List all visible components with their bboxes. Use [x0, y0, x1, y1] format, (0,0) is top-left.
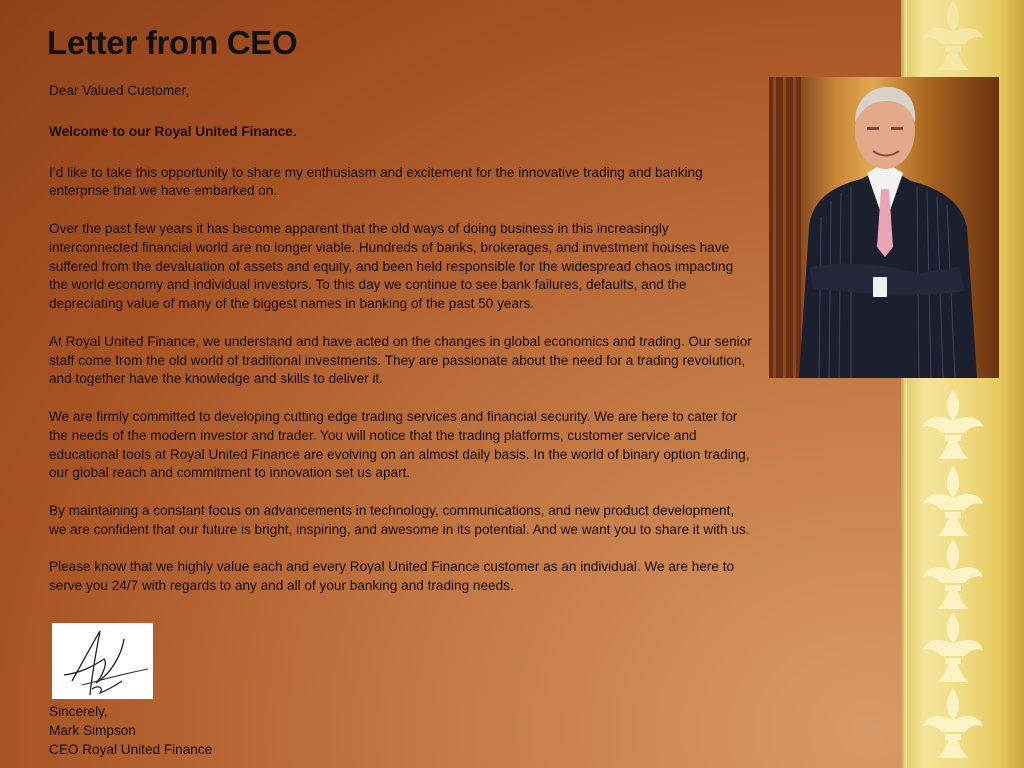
- closing-line: Sincerely,: [49, 704, 108, 719]
- fleur-de-lis-icon: [915, 608, 991, 684]
- letter-paragraph: Over the past few years it has become apparent that the old ways of doing business in this increasingly interconnected financial world are no longer viable. Hundreds of banks, brokerages, and investment houses have suffered from the devaluation of assets and equity, and been held responsible for the widespread chaos impacting the world economy and individual investors. To this day we continue to see bank failures, defaults, and the depreciating value of many of the biggest names in banking of the past 50 years.: [49, 220, 734, 312]
- welcome-line: Welcome to our Royal United Finance.: [49, 123, 297, 139]
- signer-role: CEO Royal United Finance: [49, 742, 213, 757]
- fleur-de-lis-icon: [915, 462, 991, 538]
- letter-body: [49, 82, 754, 615]
- salutation: Dear Valued Customer,: [49, 83, 190, 98]
- letter-paragraph: Please know that we highly value each and every Royal United Finance customer as an individual. We are here to serve you 24/7 with regards to any and all of your banking and trading needs.: [49, 559, 735, 594]
- handwritten-signature: [52, 623, 153, 699]
- page-title: Letter from CEO: [47, 24, 298, 61]
- letter-paragraph: At Royal United Finance, we understand and have acted on the changes in global economics and trading. Our senior staff come from the old world of traditional investments. They are passionate about the need for a trading revolution, and together have the knowledge and skills to deliver it.: [49, 333, 752, 387]
- fleur-de-lis-icon: [915, 0, 991, 72]
- fleur-de-lis-icon: [915, 385, 991, 461]
- fleur-de-lis-icon: [915, 684, 991, 760]
- letter-paragraph: I’d like to take this opportunity to share my enthusiasm and excitement for the innovative trading and banking enterprise that we have embarked on.: [49, 164, 703, 199]
- signer-name: Mark Simpson: [49, 723, 136, 738]
- letter-paragraph: We are firmly committed to developing cutting edge trading services and financial security. We are here to cater for the needs of the modern investor and trader. You will notice that the trading platforms, customer service and educational tools at Royal United Finance are evolving on an almost daily basis. In the world of binary option trading, our global reach and commitment to innovation set us apart.: [49, 408, 750, 481]
- fleur-de-lis-icon: [915, 535, 991, 611]
- ceo-portrait-photo: [769, 77, 999, 378]
- closing-block: [49, 702, 212, 759]
- letter-paragraph: By maintaining a constant focus on advancements in technology, communications, and new product development, we are confident that our future is bright, inspiring, and awesome in its potential. And we want you to share it with us.: [49, 502, 750, 537]
